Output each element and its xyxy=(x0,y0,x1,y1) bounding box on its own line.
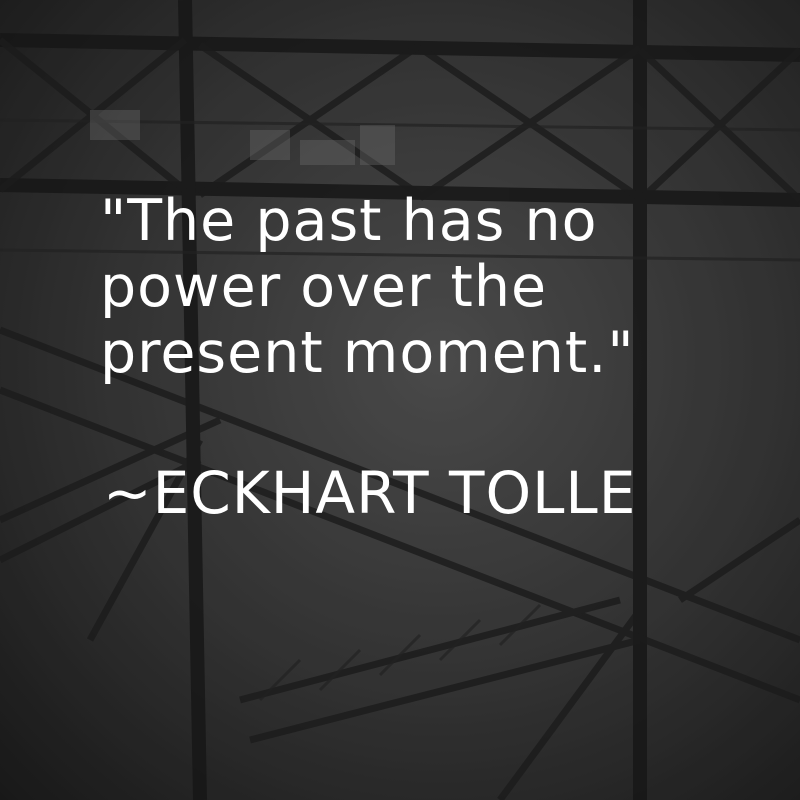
quote-line: "The past has no xyxy=(100,188,598,254)
quote-line: present moment." xyxy=(100,320,635,386)
quote-text xyxy=(100,188,760,386)
quote-author: ~ECKHART TOLLE xyxy=(103,459,637,527)
quote-line: power over the xyxy=(100,254,548,320)
